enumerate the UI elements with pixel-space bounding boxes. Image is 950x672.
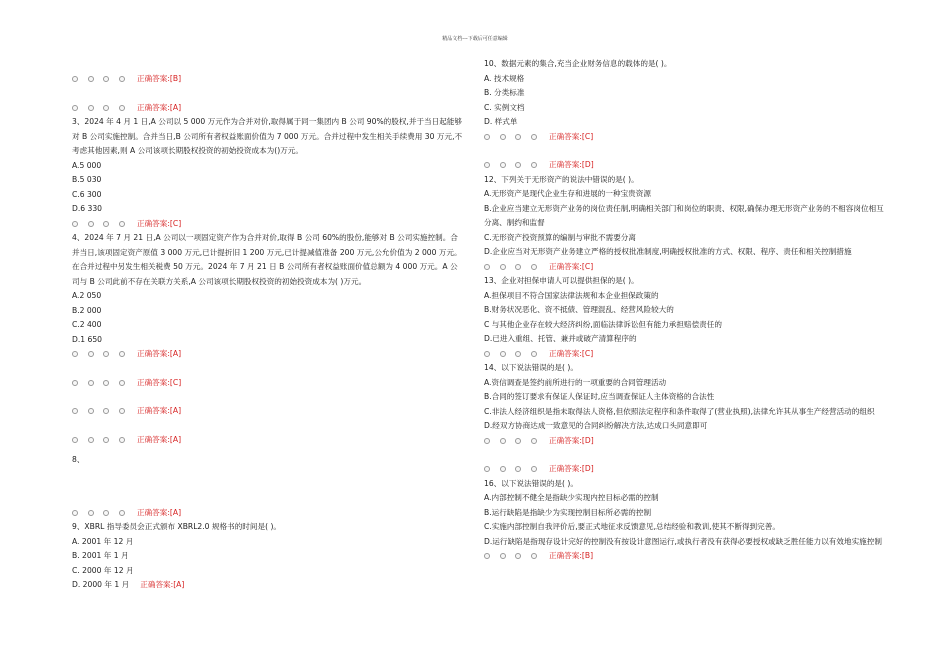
answer-row-1 [72,72,464,87]
option-c: C.无形资产投资预算的编制与审批不需要分离 [484,232,636,242]
option-c: C. 2000 年 12 月 [72,565,134,575]
radio-option-d[interactable] [531,134,537,140]
correct-answer: 正确答案:[A] [137,349,182,358]
radio-option-c[interactable] [103,351,109,357]
radio-option-a[interactable] [72,510,78,516]
radio-option-c[interactable] [515,264,521,270]
radio-option-c[interactable] [515,553,521,559]
radio-option-d[interactable] [531,351,537,357]
radio-option-a[interactable] [72,351,78,357]
correct-answer: 正确答案:[C] [549,131,594,141]
option-a: A.资信调查是签约前所进行的一项重要的合同管理活动 [484,377,667,387]
radio-option-a[interactable] [484,264,490,270]
correct-answer: 正确答案:[D] [549,160,594,169]
option-d: D.经双方协商达成一致意见的合同纠纷解决方法,达成口头同意即可 [484,421,708,430]
radio-option-a[interactable] [72,380,78,386]
radio-option-d[interactable] [531,466,537,472]
radio-option-d[interactable] [119,510,125,516]
question-10-text: 10、数据元素的集合,充当企业财务信息的载体的是( )。 [484,59,672,68]
option-c: C.非法人经济组织是指未取得法人资格,但依照法定程序和条件取得了(营业执照),法律允许其从事生产经营活动的组织 [484,406,875,416]
radio-option-b[interactable] [88,351,94,357]
option-a: A.5 000 [72,160,102,170]
question-12-text: 12、下列关于无形资产的说法中错误的是( )。 [484,174,639,184]
answer-row-16 [484,549,884,564]
radio-option-d[interactable] [531,264,537,270]
correct-answer: 正确答案:[C] [549,261,594,271]
radio-option-c[interactable] [103,408,109,414]
radio-option-d[interactable] [531,553,537,559]
answer-row-10 [484,130,884,145]
correct-answer: 正确答案:[C] [137,377,182,387]
radio-option-b[interactable] [500,162,506,168]
correct-answer: 正确答案:[A] [137,406,182,415]
correct-answer: 正确答案:[D] [549,435,594,445]
option-a: A.担保项目不符合国家法律法规和本企业担保政策的 [484,290,659,300]
question-4-text: 4、2024 年 7 月 21 日,A 公司以一项固定资产作为合并对价,取得 B 公司 60%的股份,能够对 B 公司实施控制。合并当日,该项固定资产原值 3 000 万元,已计提折旧 1 200 万元,已计提减值准备 200 万元,公允价值为 2 000 万元。在合并过程中另发生相关税费 50 万元。2024 年 7 月 21 日 B 公司所有者权益账面价值总额为 4 000 万元。A 公司与 B 公司此前不存在关联方关系,A 公司该项长期股权投资的初始投资成本为( )万元。 [72,233,462,286]
option-c: C.2 400 [72,320,102,329]
option-d: D.运行缺陷是指现存设计完好的控制没有按设计意图运行,或执行者没有获得必要授权或缺乏胜任能力以有效地实施控制 [484,536,882,546]
question-9-text: 9、XBRL 指导委员会正式颁布 XBRL2.0 规格书的时间是( )。 [72,522,282,531]
radio-option-a[interactable] [72,437,78,443]
option-b: B.合同的签订要求有保证人保证时,应当调查保证人主体资格的合法性 [484,392,715,401]
radio-option-c[interactable] [103,510,109,516]
answer-row-14 [484,434,884,449]
option-d: D.已进入重组、托管、兼并或破产清算程序的 [484,334,637,343]
option-a: A. 技术规格 [484,73,525,83]
question-8-text: 8、 [72,455,85,464]
option-c: C.实施内部控制自我评价后,要正式地征求反馈意见,总结经验和教训,使其不断得到完善。 [484,522,780,531]
option-d: D.1 650 [72,334,103,344]
radio-option-c[interactable] [103,437,109,443]
radio-option-b[interactable] [88,408,94,414]
radio-option-b[interactable] [88,437,94,443]
correct-answer: 正确答案:[D] [549,464,594,473]
option-b: B.2 000 [72,305,102,315]
radio-option-d[interactable] [531,438,537,444]
radio-option-b[interactable] [88,510,94,516]
radio-option-c[interactable] [103,221,109,227]
option-a: A.无形资产是现代企业生存和进展的一种宝贵资源 [484,189,651,198]
radio-option-b[interactable] [88,105,94,111]
option-c: C 与其他企业存在较大经济纠纷,面临法律诉讼但有能力承担赔偿责任的 [484,319,722,329]
answer-row-15 [484,462,884,477]
radio-option-b[interactable] [500,134,506,140]
radio-option-d[interactable] [119,380,125,386]
option-b: B.5 030 [72,175,102,184]
radio-option-a[interactable] [484,134,490,140]
radio-option-a[interactable] [484,438,490,444]
option-d: D.企业应当对无形资产业务建立严格的授权批准制度,明确授权批准的方式、权限、程序、责任和相关控制措施 [484,247,852,256]
radio-option-b[interactable] [88,380,94,386]
answer-row-9 [72,578,464,593]
answer-row-2 [72,101,464,116]
radio-option-c[interactable] [515,466,521,472]
radio-option-c[interactable] [103,105,109,111]
answer-row-3 [72,217,464,232]
correct-answer: 正确答案:[B] [137,74,182,83]
answer-row-13 [484,347,884,362]
option-b: B. 2001 年 1 月 [72,551,129,560]
answer-row-5 [72,376,464,391]
radio-option-d[interactable] [119,221,125,227]
option-b: B. 分类标准 [484,88,525,97]
correct-answer: 正确答案:[A] [137,434,182,444]
option-d: D. 样式单 [484,117,518,126]
correct-answer: 正确答案:[C] [137,218,182,228]
radio-option-b[interactable] [88,221,94,227]
radio-option-c[interactable] [103,380,109,386]
correct-answer: 正确答案:[C] [549,348,594,358]
radio-option-d[interactable] [119,437,125,443]
option-c: C.6 300 [72,189,102,199]
radio-option-a[interactable] [484,351,490,357]
answer-row-12 [484,260,884,275]
radio-option-c[interactable] [103,76,109,82]
question-3-text: 3、2024 年 4 月 1 日,A 公司以 5 000 万元作为合并对价,取得属于同一集团内 B 公司 90%的股权,并于当日起能够对 B 公司实施控制。合并当日,B 公司所有者权益账面价值为 7 000 万元。合并过程中发生相关手续费用 30 万元,不考虑其他因素,则 A 公司该项长期股权投资的初始投资成本为()万元。 [72,117,463,155]
answer-row-11 [484,158,884,173]
radio-option-d[interactable] [119,408,125,414]
radio-option-b[interactable] [500,466,506,472]
answer-row-6 [72,404,464,419]
option-d: D. 2000 年 1 月 [72,580,130,589]
option-d: D.6 330 [72,204,103,213]
answer-row-8 [72,506,464,521]
radio-option-a[interactable] [72,105,78,111]
radio-option-d[interactable] [119,76,125,82]
right-column [484,57,884,564]
correct-answer: 正确答案:[A] [137,507,182,517]
radio-option-d[interactable] [531,162,537,168]
radio-option-b[interactable] [88,76,94,82]
question-13-text: 13、企业对担保申请人可以提供担保的是( )。 [484,276,639,285]
left-column [72,72,464,593]
question-14-text: 14、以下说法错误的是( )。 [484,363,578,372]
question-16-text: 16、以下说法错误的是( )。 [484,478,578,488]
radio-option-a[interactable] [72,408,78,414]
option-b: B.财务状况恶化、资不抵债、管理混乱、经营风险较大的 [484,305,674,314]
radio-option-d[interactable] [119,105,125,111]
radio-option-a[interactable] [484,466,490,472]
radio-option-c[interactable] [515,438,521,444]
answer-row-7 [72,433,464,448]
radio-option-a[interactable] [72,76,78,82]
option-b: B.运行缺陷是指缺少为实现控制目标所必需的控制 [484,507,652,517]
answer-row-4 [72,347,464,362]
radio-option-c[interactable] [515,134,521,140]
correct-answer: 正确答案:[B] [549,551,594,560]
radio-option-c[interactable] [515,162,521,168]
option-a: A. 2001 年 12 月 [72,536,134,546]
radio-option-a[interactable] [72,221,78,227]
page-header: 精品文档---下载后可任意编辑 [442,36,508,42]
radio-option-b[interactable] [500,264,506,270]
radio-option-b[interactable] [500,553,506,559]
radio-option-b[interactable] [500,438,506,444]
radio-option-b[interactable] [500,351,506,357]
correct-answer: 正确答案:[A] [137,102,182,112]
option-b: B.企业应当建立无形资产业务的岗位责任制,明确相关部门和岗位的职责、权限,确保办理无形资产业务的不相容岗位相互分离、制约和监督 [484,203,884,227]
correct-answer: 正确答案:[A] [140,580,185,589]
option-a: A.内部控制不健全是指缺少实现内控目标必需的控制 [484,493,659,502]
radio-option-d[interactable] [119,351,125,357]
radio-option-a[interactable] [484,162,490,168]
radio-option-c[interactable] [515,351,521,357]
radio-option-a[interactable] [484,553,490,559]
option-c: C. 实例文档 [484,102,525,112]
option-a: A.2 050 [72,291,102,300]
